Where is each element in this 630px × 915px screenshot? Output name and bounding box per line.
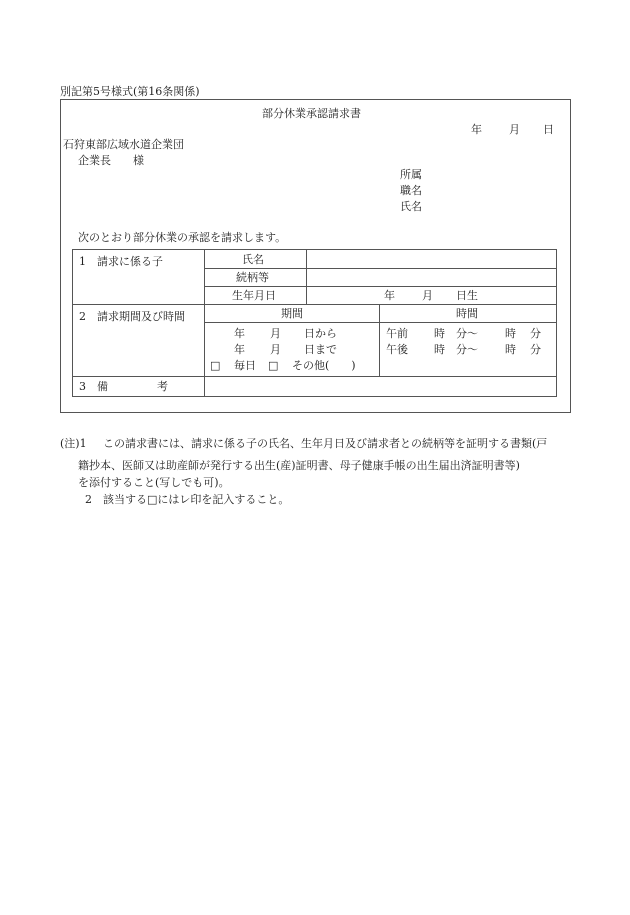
dob-day-born[interactable]: 日生 [456,289,478,302]
daily-checkbox[interactable]: □ [210,359,221,372]
note2-prefix: 2 [85,493,92,506]
applicant-position-label[interactable]: 職名 [400,184,422,197]
note1-line1: この請求書には、請求に係る子の氏名、生年月日及び請求者との続柄等を証明する書類(戸 [103,437,548,450]
am-start-min[interactable]: 分～ [456,327,478,340]
pm-end-hour[interactable]: 時 [505,343,516,356]
child-relation-label: 続柄等 [236,271,269,284]
period-header: 期間 [281,307,303,320]
remarks-label-a: 備 [97,380,108,393]
child-dob-label: 生年月日 [232,289,276,302]
date-day[interactable]: 日 [543,123,554,136]
am-label: 午前 [386,327,408,340]
dob-year[interactable]: 年 [384,289,395,302]
note1-line3: を添付すること(写しでも可)。 [78,476,230,489]
pm-start-hour[interactable]: 時 [434,343,445,356]
from-day[interactable]: 日から [304,327,337,340]
date-year[interactable]: 年 [471,123,482,136]
pm-start-min[interactable]: 分～ [456,343,478,356]
child-section-label: 1 請求に係る子 [79,255,163,268]
recipient-org: 石狩東部広域水道企業団 [63,138,184,151]
from-year[interactable]: 年 [234,327,245,340]
applicant-name-label[interactable]: 氏名 [400,200,422,213]
other-label: その他( ) [292,359,356,372]
dob-month[interactable]: 月 [422,289,433,302]
to-month[interactable]: 月 [270,343,281,356]
from-month[interactable]: 月 [270,327,281,340]
form-number-label: 別記第5号様式(第16条関係) [60,85,200,98]
period-section-label: 2 請求期間及び時間 [79,310,185,323]
am-start-hour[interactable]: 時 [434,327,445,340]
time-header: 時間 [456,307,478,320]
recipient-name: 企業長 様 [78,154,144,167]
form-title: 部分休業承認請求書 [262,107,361,120]
child-relation-field[interactable] [307,269,555,285]
intro-text: 次のとおり部分休業の承認を請求します。 [78,231,287,244]
pm-end-min[interactable]: 分 [530,343,541,356]
note2-text: 該当する□にはレ印を記入すること。 [103,493,290,506]
other-checkbox[interactable]: □ [268,359,279,372]
pm-label: 午後 [386,343,408,356]
applicant-dept-label[interactable]: 所属 [400,168,422,181]
child-name-field[interactable] [307,250,555,267]
to-day[interactable]: 日まで [304,343,337,356]
note1-line2: 籍抄本、医師又は助産師が発行する出生(産)証明書、母子健康手帳の出生届出済証明書等) [78,459,520,472]
am-end-min[interactable]: 分 [530,327,541,340]
remarks-number: 3 [79,380,86,393]
daily-label: 毎日 [234,359,256,372]
to-year[interactable]: 年 [234,343,245,356]
date-month[interactable]: 月 [509,123,520,136]
child-name-label: 氏名 [242,253,264,266]
remarks-label-b: 考 [157,380,168,393]
note1-prefix: (注)1 [60,437,87,450]
am-end-hour[interactable]: 時 [505,327,516,340]
remarks-field[interactable] [205,377,555,395]
